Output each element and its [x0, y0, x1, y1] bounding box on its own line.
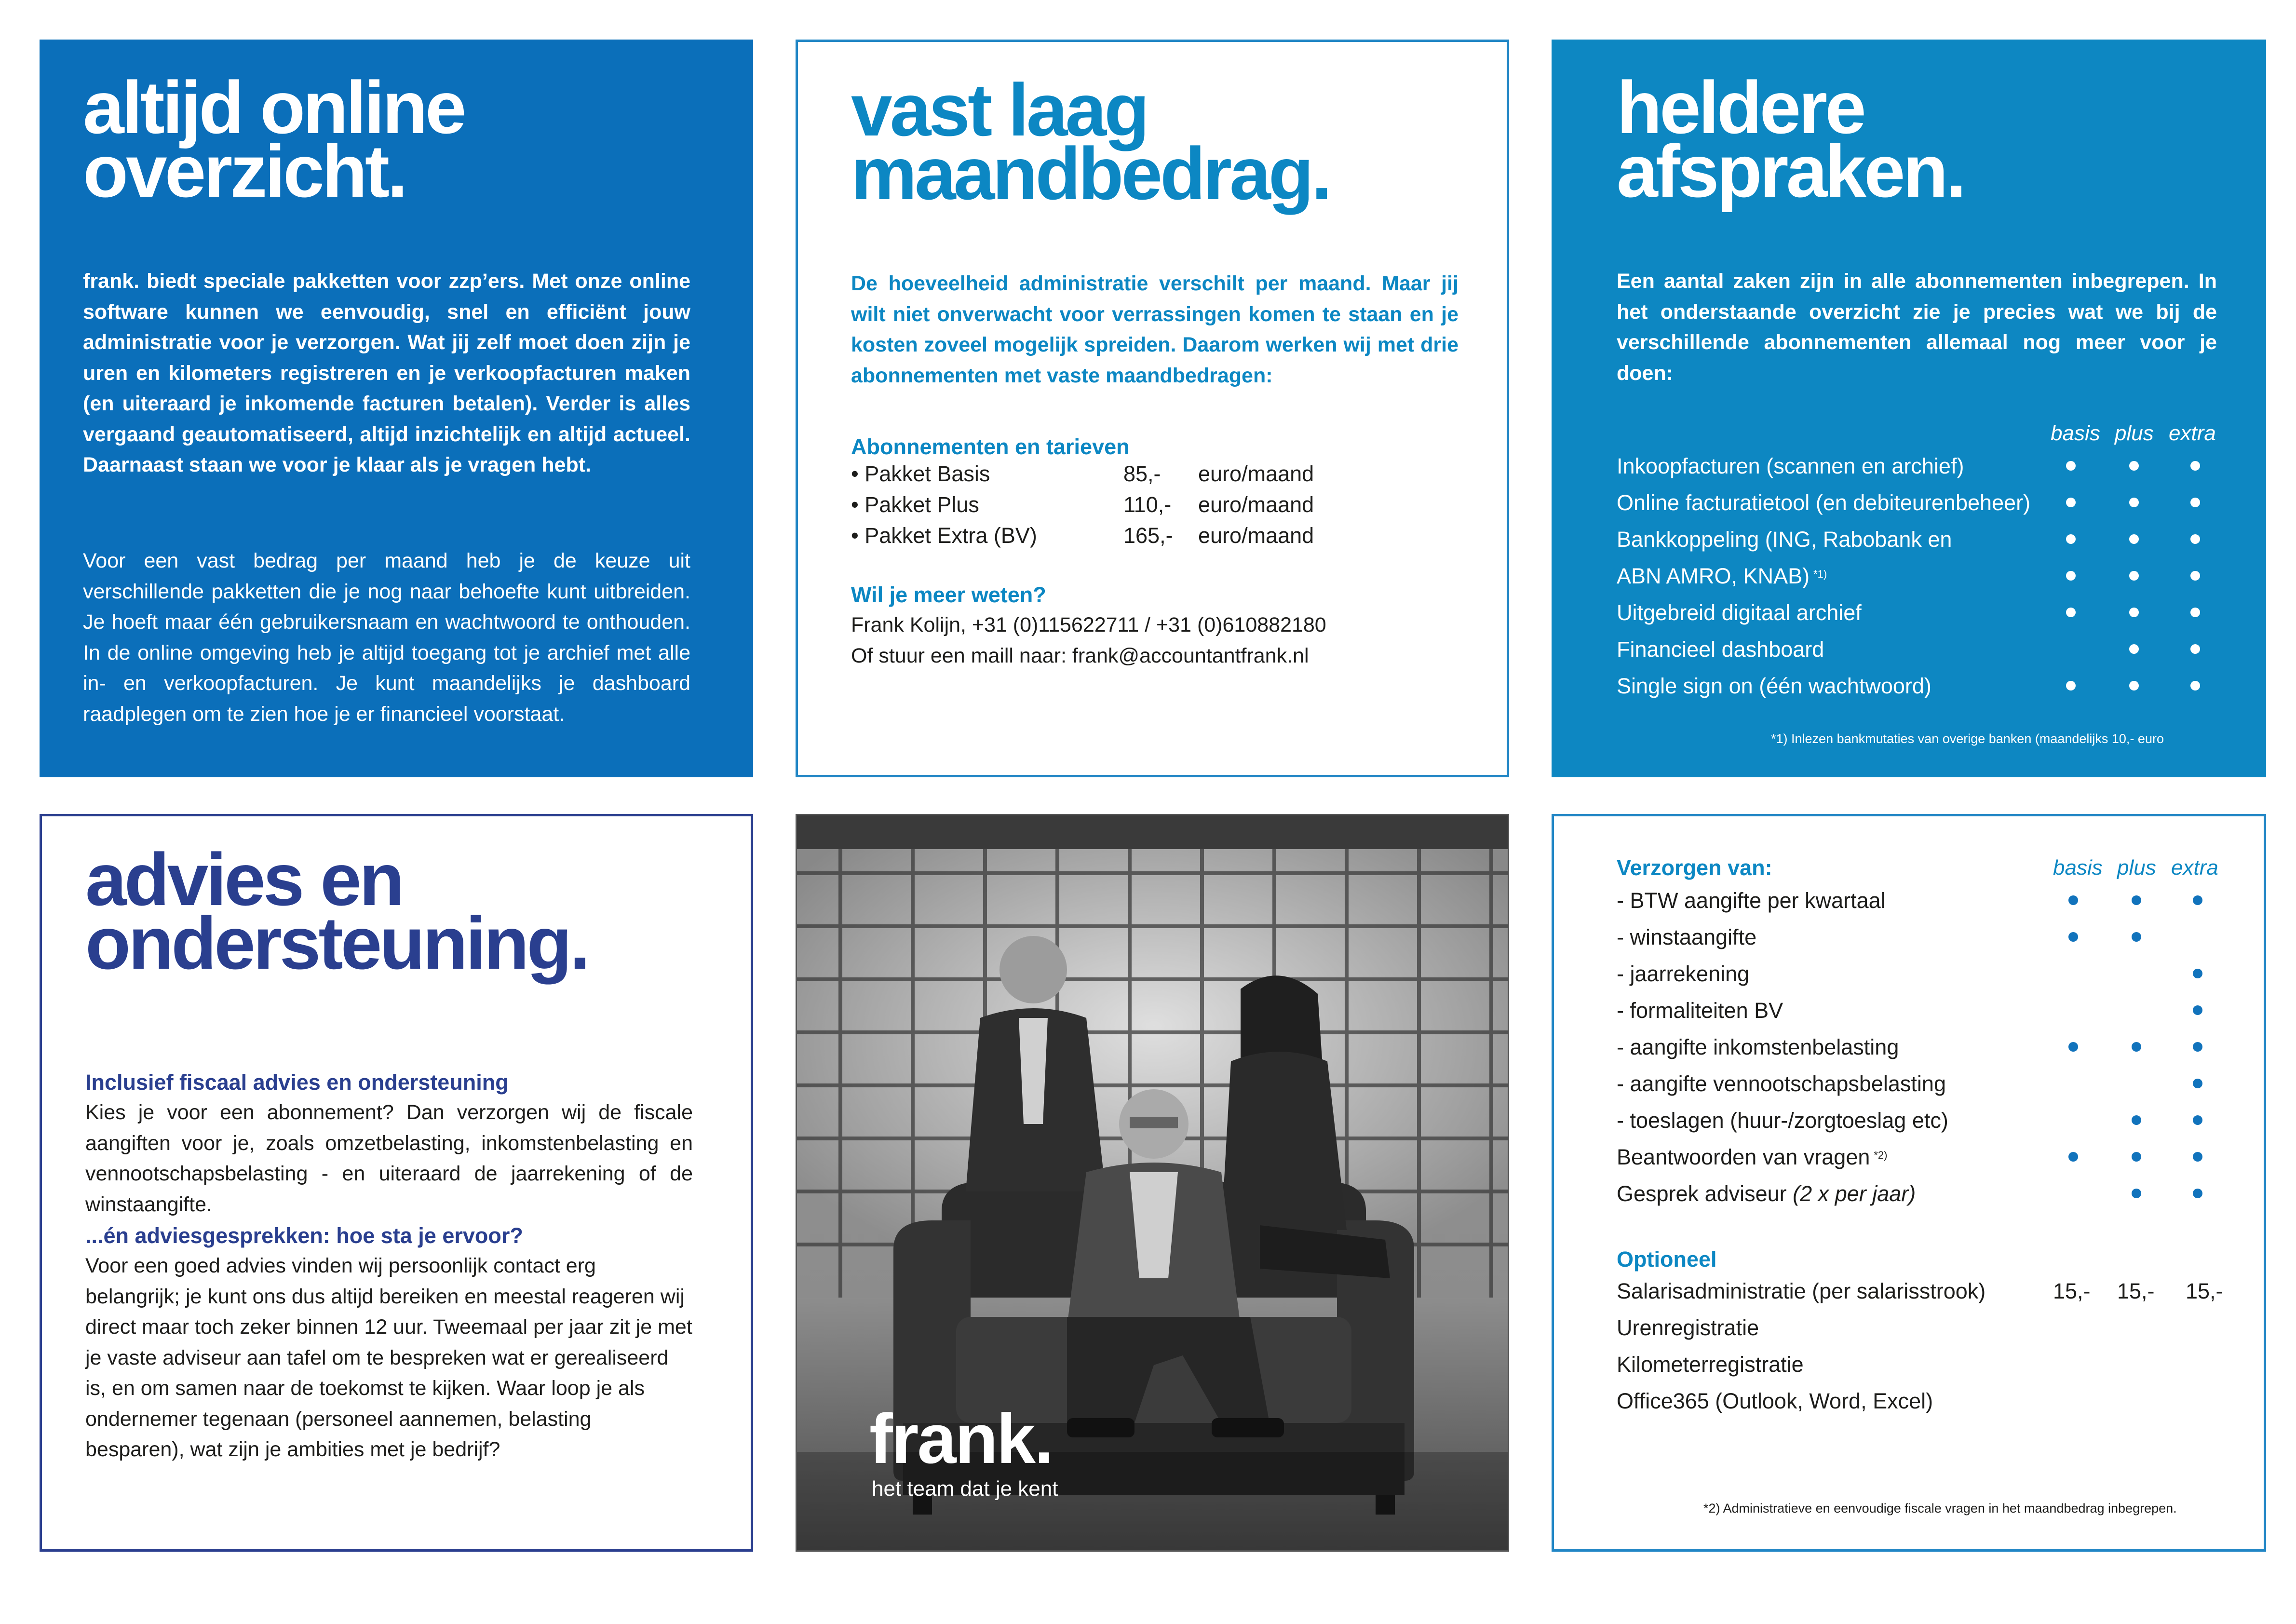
contact-phone: Frank Kolijn, +31 (0)115622711 / +31 (0)610882180: [851, 613, 1326, 636]
row-label: Online facturatietool (en debiteurenbeheer): [1617, 490, 2031, 515]
included-dot: [2068, 1152, 2078, 1162]
column-extra: extra: [2171, 856, 2218, 880]
included-dot: [2129, 644, 2139, 654]
included-dot: [2129, 461, 2139, 471]
included-dot: [2193, 1115, 2202, 1125]
column-basis: basis: [2053, 856, 2103, 880]
included-dot: [2068, 895, 2078, 905]
optional-row: Urenregistratie: [1617, 1315, 1759, 1340]
included-dot: [2132, 1042, 2141, 1052]
table-row: [1617, 1145, 1888, 1169]
included-dot: [2066, 681, 2076, 690]
included-dot: [2190, 461, 2200, 471]
row-label: - aangifte inkomstenbelasting: [1617, 1035, 1899, 1059]
optional-row: Salarisadministratie (per salarisstrook): [1617, 1279, 1986, 1303]
tariff-unit: euro/maand: [1198, 492, 1314, 517]
row-label: - aangifte vennootschapsbelasting: [1617, 1071, 1946, 1096]
included-dot: [2068, 1042, 2078, 1052]
panel-heading: heldere afspraken.: [1617, 66, 1964, 213]
row-label: - toeslagen (huur-/zorgtoeslag etc): [1617, 1108, 1948, 1133]
included-dot: [2066, 608, 2076, 617]
row-footnote-ref: *2): [1874, 1149, 1888, 1161]
included-dot: [2190, 681, 2200, 690]
included-dot: [2190, 498, 2200, 507]
tariff-price: 165,-: [1123, 523, 1173, 548]
row-label: Uitgebreid digitaal archief: [1617, 600, 1862, 625]
row-label: Single sign on (één wachtwoord): [1617, 674, 1931, 698]
table-row: [1617, 999, 1783, 1023]
tariff-unit: euro/maand: [1198, 461, 1314, 486]
row-label: Beantwoorden van vragen: [1617, 1145, 1870, 1169]
column-extra: extra: [2169, 421, 2216, 445]
table-row: [1617, 454, 1964, 478]
included-dot: [2066, 571, 2076, 581]
included-dot: [2190, 571, 2200, 581]
included-dot: [2193, 1042, 2202, 1052]
footnote: *2) Administratieve en eenvoudige fiscale vragen in het maandbedrag inbegrepen.: [1703, 1501, 2177, 1516]
included-dot: [2132, 1189, 2141, 1198]
included-dot: [2193, 1152, 2202, 1162]
intro-text: Een aantal zaken zijn in alle abonnementen inbegrepen. In het onderstaande overzicht zie je precies wat we bij de verschillende abonnementen allemaal nog meer voor je doen:: [1617, 270, 2217, 385]
footnote: *1) Inlezen bankmutaties van overige banken (maandelijks 10,- euro: [1771, 731, 2164, 746]
subheading-advice: Inclusief fiscaal advies en ondersteuning: [85, 1070, 509, 1095]
panel-advies: [40, 814, 753, 1552]
contact-title: Wil je meer weten?: [851, 582, 1046, 607]
row-label: Bankkoppeling (ING, Rabobank en: [1617, 527, 1952, 552]
table-row: [1617, 889, 1886, 913]
optional-price: 15,-: [2117, 1279, 2155, 1303]
tariff-unit: euro/maand: [1198, 523, 1314, 548]
table-row: [1617, 1109, 1948, 1133]
included-dot: [2132, 895, 2141, 905]
included-dot: [2190, 644, 2200, 654]
included-dot: [2066, 461, 2076, 471]
table-row: [1617, 1072, 1946, 1096]
row-label-italic: (2 x per jaar): [1793, 1181, 1916, 1206]
row-label: ABN AMRO, KNAB): [1617, 564, 1810, 588]
included-dot: [2129, 571, 2139, 581]
included-dot: [2129, 681, 2139, 690]
subheading-meetings: ...én adviesgesprekken: hoe sta je ervoor?: [85, 1223, 523, 1248]
included-dot: [2129, 608, 2139, 617]
optional-title: Optioneel: [1617, 1247, 1717, 1272]
row-footnote-ref: *1): [1813, 568, 1827, 580]
panel-verzorgen: [1552, 814, 2266, 1552]
tariff-name: • Pakket Basis: [851, 461, 990, 486]
included-dot: [2068, 932, 2078, 942]
included-dot: [2066, 498, 2076, 507]
body-text: Voor een vast bedrag per maand heb je de keuze uit verschillende pakketten die je nog naar behoefte kunt uitbreiden. Je hoeft maar één gebruikersnaam en wachtwoord te onthouden. In de online omgeving heb je altijd toegang tot je archief met alle in- en verkoopfacturen. Je kunt maandelijks je dashboard raadplegen om te zien hoe je er financieel voorstaat.: [83, 549, 690, 726]
included-dot: [2190, 534, 2200, 544]
column-basis: basis: [2051, 421, 2100, 445]
included-dot: [2193, 1005, 2202, 1015]
row-label: Financieel dashboard: [1617, 637, 1824, 662]
row-label: - BTW aangifte per kwartaal: [1617, 888, 1886, 913]
panel-heldere-afspraken: [1552, 40, 2266, 777]
tariff-name: • Pakket Extra (BV): [851, 523, 1037, 548]
column-plus: plus: [2117, 856, 2156, 880]
team-photo: [796, 814, 1509, 1552]
frank-logo: frank.: [869, 1399, 1053, 1478]
tariffs-title: Abonnementen en tarieven: [851, 434, 1130, 459]
panel-online-overzicht: [40, 40, 753, 777]
included-dot: [2129, 534, 2139, 544]
table-row: [1617, 564, 1827, 588]
meetings-text: Voor een goed advies vinden wij persoonlijk contact erg belangrijk; je kunt ons dus altijd bereiken en meestal reageren wij direct maar toch zeker binnen 12 uur. Tweemaal per jaar zit je met je vaste adviseur aan tafel om te bespreken wat er gerealiseerd is, en om samen naar de toekomst te kijken. Waar loop je als ondernemer tegenaan (personeel aannemen, belasting besparen), wat zijn je ambities met je bedrijf?: [85, 1254, 692, 1461]
included-dot: [2132, 1115, 2141, 1125]
included-dot: [2190, 608, 2200, 617]
row-label: - formaliteiten BV: [1617, 998, 1783, 1023]
optional-row: Office365 (Outlook, Word, Excel): [1617, 1389, 1933, 1413]
table-row: [1617, 674, 1931, 698]
tariff-price: 85,-: [1123, 461, 1161, 486]
optional-row: Kilometerregistratie: [1617, 1352, 1804, 1377]
table-row: [1617, 925, 1756, 949]
panel-heading: altijd online overzicht.: [83, 66, 464, 213]
included-dot: [2132, 1152, 2141, 1162]
row-label: - winstaangifte: [1617, 925, 1757, 949]
table-row: [1617, 962, 1749, 986]
column-plus: plus: [2115, 421, 2154, 445]
table-row: [1617, 491, 2030, 515]
row-label: Inkoopfacturen (scannen en archief): [1617, 454, 1964, 478]
table-row: [1617, 1035, 1899, 1059]
panel-maandbedrag: [796, 40, 1509, 777]
tariff-name: • Pakket Plus: [851, 492, 979, 517]
table-row: [1617, 637, 1824, 662]
intro-text: frank. biedt speciale pakketten voor zzp’ers. Met onze online software kunnen we eenvoudig, snel en efficiënt jouw administratie voor je verzorgen. Wat jij zelf moet doen zijn je uren en kilometers registreren en je verkoopfacturen maken (en uiteraard je inkomende facturen betalen). Verder is alles vergaand geautomatiseerd, altijd inzichtelijk en altijd actueel. Daarnaast staan we voor je klaar als je vragen hebt.: [83, 270, 690, 476]
contact-mail: Of stuur een maill naar: frank@accountantfrank.nl: [851, 644, 1309, 667]
advice-text: Kies je voor een abonnement? Dan verzorgen wij de fiscale aangiften voor je, zoals omzetbelasting, inkomstenbelasting en vennootschapsbelasting - en uiteraard de jaarrekening of de winstaangifte.: [85, 1101, 693, 1216]
included-dot: [2193, 1189, 2202, 1198]
tagline: het team dat je kent: [872, 1477, 1058, 1501]
included-dot: [2132, 932, 2141, 942]
table-row: [1617, 528, 1952, 552]
included-dot: [2193, 1079, 2202, 1088]
services-title: Verzorgen van:: [1617, 855, 1772, 880]
included-dot: [2066, 534, 2076, 544]
row-label: Gesprek adviseur: [1617, 1181, 1793, 1206]
row-label: - jaarrekening: [1617, 961, 1750, 986]
optional-price: 15,-: [2053, 1279, 2091, 1303]
included-dot: [2193, 895, 2202, 905]
panel-heading: advies en ondersteuning.: [85, 838, 588, 985]
included-dot: [2193, 969, 2202, 978]
intro-text: De hoeveelheid administratie verschilt per maand. Maar jij wilt niet onverwacht voor verrassingen komen te staan en je kosten zoveel mogelijk spreiden. Daarom werken wij met drie abonnementen met vaste maandbedragen:: [851, 272, 1459, 387]
included-dot: [2129, 498, 2139, 507]
table-row: [1617, 1182, 1916, 1206]
optional-price: 15,-: [2186, 1279, 2223, 1303]
table-row: [1617, 601, 1862, 625]
tariff-price: 110,-: [1123, 492, 1172, 517]
panel-heading: vast laag maandbedrag.: [851, 68, 1330, 215]
